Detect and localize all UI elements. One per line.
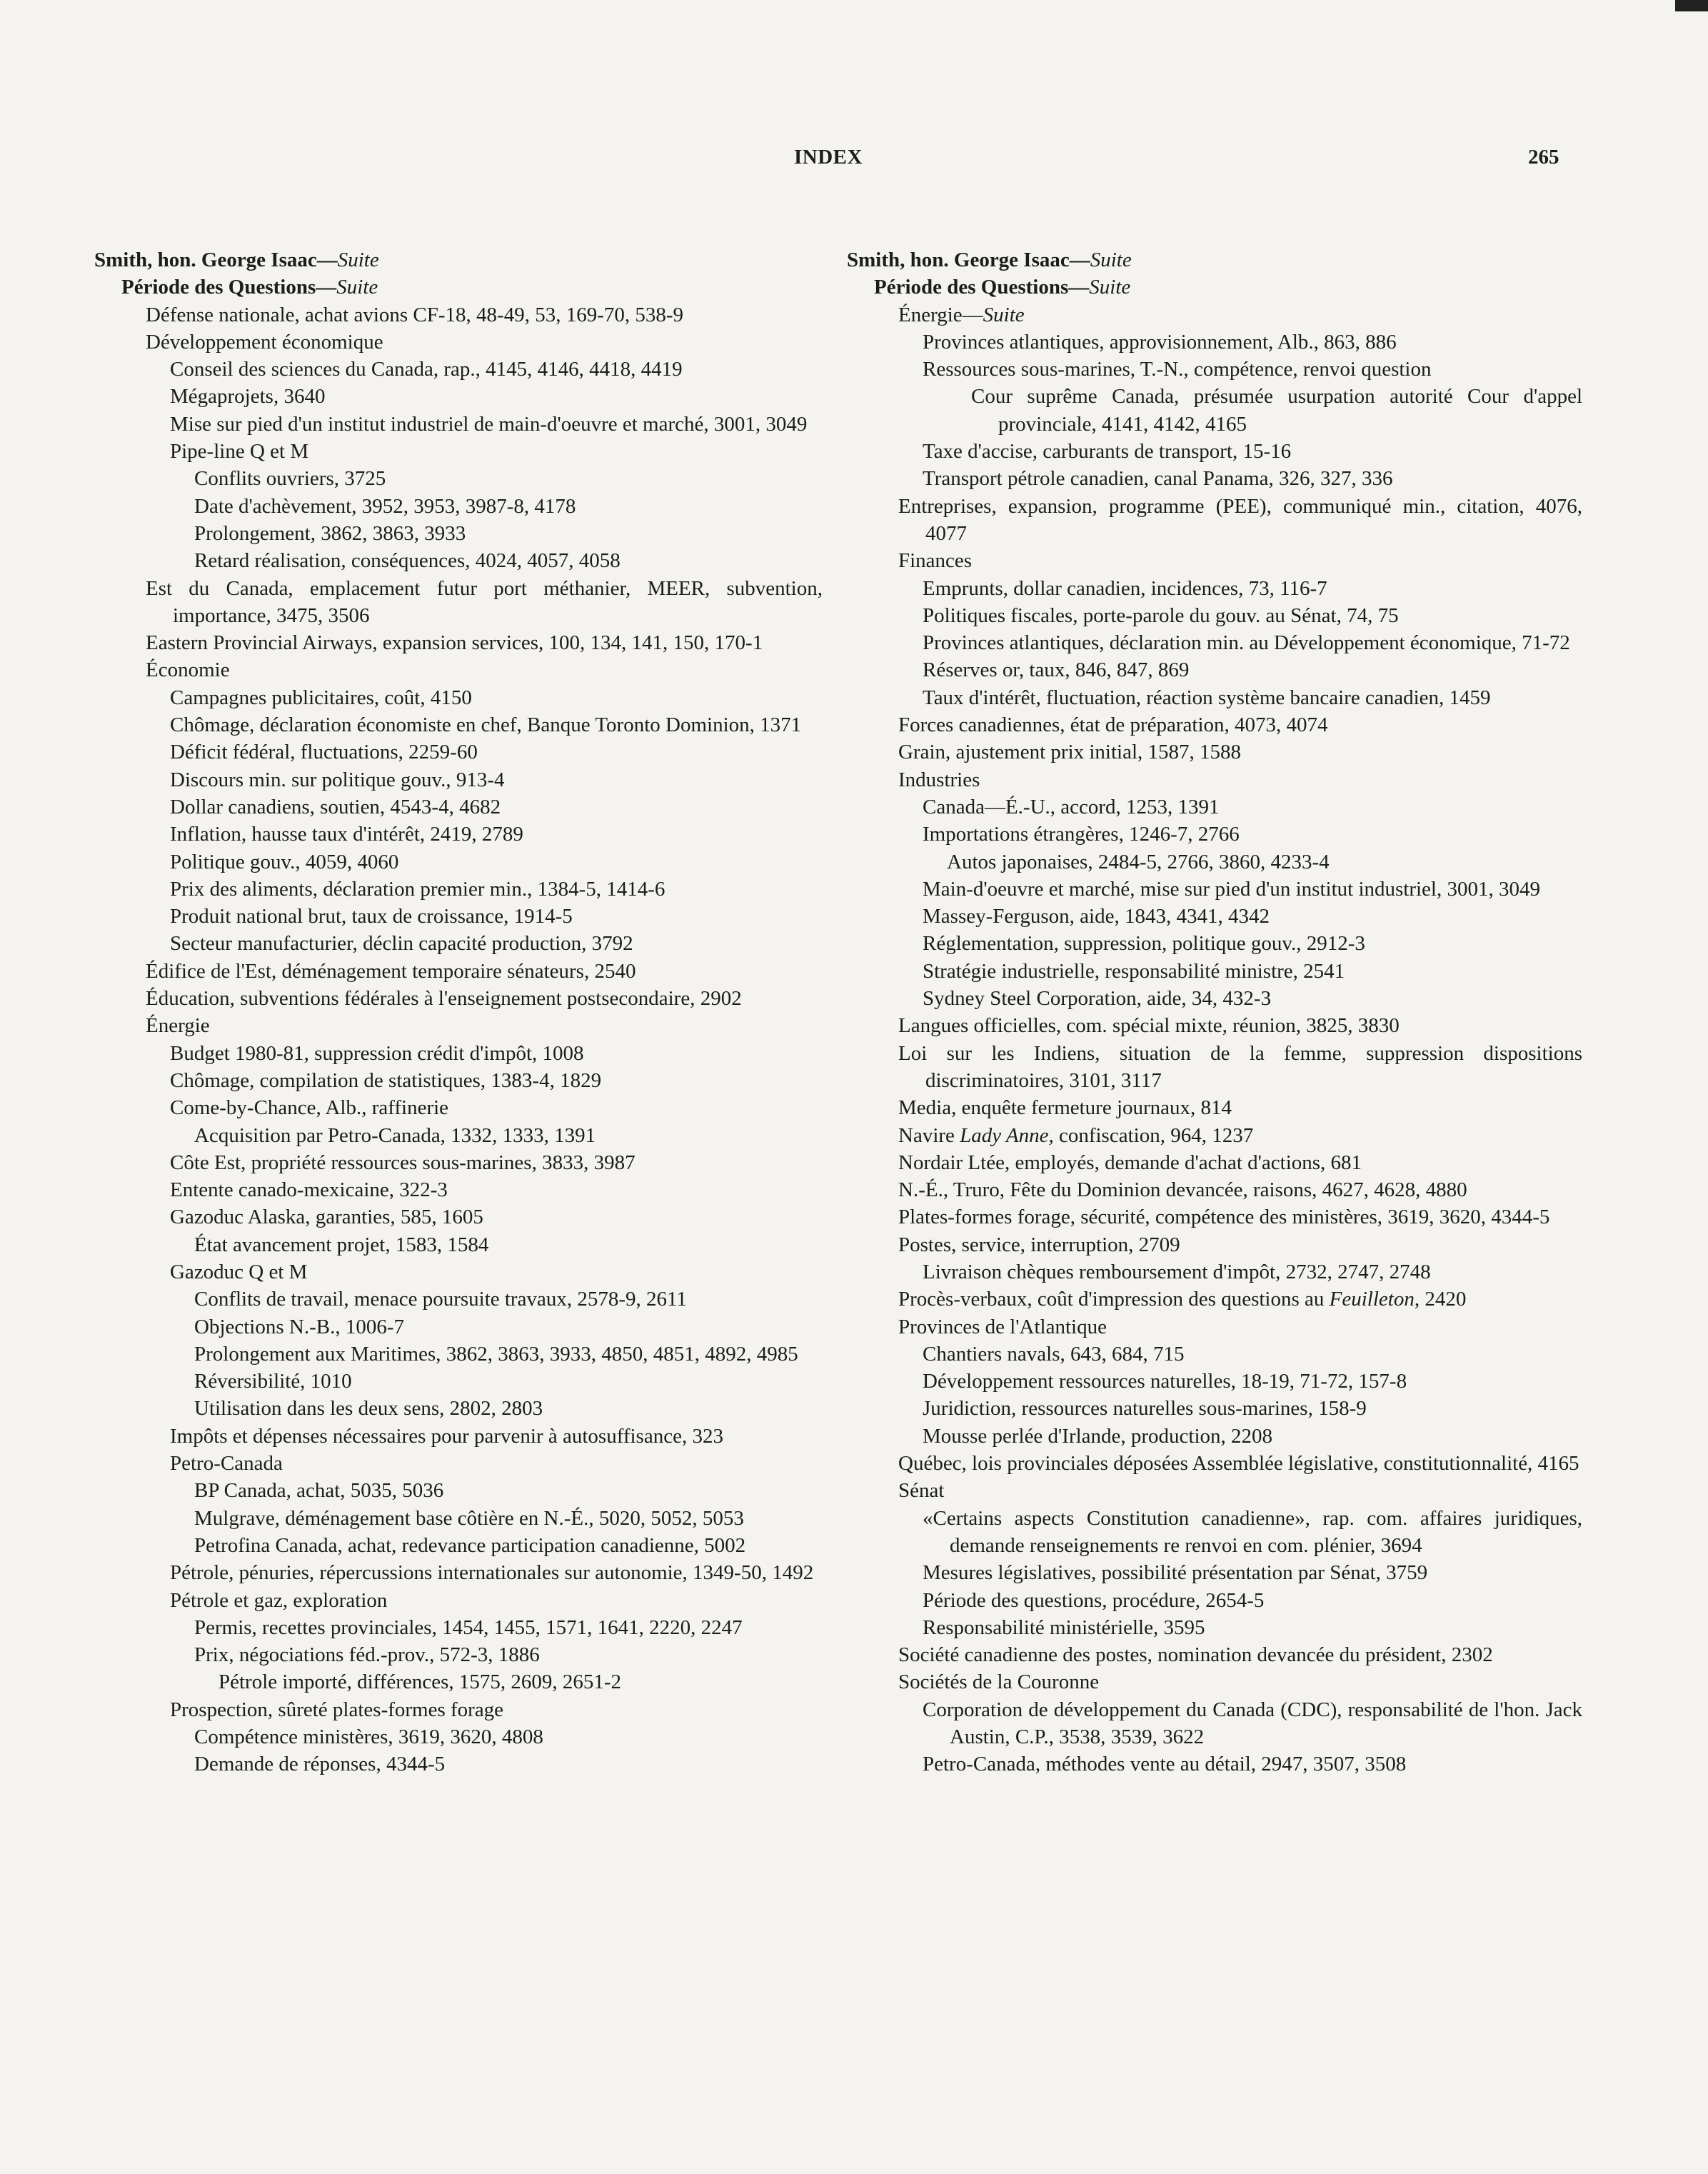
index-entry-text: Langues officielles, com. spécial mixte, réunion, 3825, 3830 — [898, 1014, 1400, 1038]
index-entry — [847, 602, 1582, 629]
index-entry — [847, 1368, 1582, 1395]
index-entry — [847, 848, 1582, 876]
index-entry-text: Postes, service, interruption, 2709 — [898, 1233, 1180, 1256]
index-entry — [94, 411, 823, 438]
index-entry — [847, 356, 1582, 383]
index-entry-text: Déficit fédéral, fluctuations, 2259-60 — [170, 741, 478, 764]
index-entry — [847, 821, 1582, 848]
index-entry-text: Économie — [146, 658, 230, 682]
index-entry-text: Objections N.-B., 1006-7 — [194, 1315, 404, 1338]
index-entry-text: Stratégie industrielle, responsabilité ministre, 2541 — [923, 959, 1345, 983]
index-entry — [847, 1012, 1582, 1039]
index-entry — [94, 1641, 823, 1668]
index-entry-suffix: Suite — [1090, 249, 1132, 271]
index-entry — [94, 547, 823, 574]
index-entry — [94, 1750, 823, 1778]
index-entry — [847, 575, 1582, 602]
index-entry — [94, 958, 823, 985]
index-entry — [94, 1176, 823, 1203]
index-entry-text: Emprunts, dollar canadien, incidences, 73, 116-7 — [923, 576, 1327, 600]
index-entry — [847, 1614, 1582, 1641]
index-entry-suffix: Suite — [337, 249, 379, 271]
index-entry-text: Inflation, hausse taux d'intérêt, 2419, 2789 — [170, 823, 523, 846]
index-entry — [94, 1313, 823, 1341]
index-entry-text: Entente canado-mexicaine, 322-3 — [170, 1178, 448, 1202]
index-entry-text: Réversibilité, 1010 — [194, 1370, 352, 1393]
index-entry-text: Retard réalisation, conséquences, 4024, 4057, 4058 — [194, 549, 621, 573]
index-entry — [847, 493, 1582, 548]
index-entry-text: Ressources sous-marines, T.-N., compétence, renvoi question — [923, 358, 1432, 381]
index-entry-text: Période des Questions— — [121, 276, 337, 299]
index-entry — [94, 903, 823, 930]
index-entry-text: Media, enquête fermeture journaux, 814 — [898, 1096, 1232, 1120]
index-entry — [94, 1559, 823, 1586]
index-entry — [847, 738, 1582, 766]
index-entry-text: Responsabilité ministérielle, 3595 — [923, 1616, 1205, 1639]
index-entry — [94, 1203, 823, 1231]
index-entry-text: Réserves or, taux, 846, 847, 869 — [923, 658, 1190, 682]
index-entry — [94, 246, 823, 274]
index-entry-text: Prolongement aux Maritimes, 3862, 3863, 3933, 4850, 4851, 4892, 4985 — [194, 1342, 798, 1366]
index-entry-text: Mulgrave, déménagement base côtière en N.-É., 5020, 5052, 5053 — [194, 1506, 744, 1530]
index-entry-text: Utilisation dans les deux sens, 2802, 2803 — [194, 1397, 543, 1421]
index-entry-text: Développement ressources naturelles, 18-19, 71-72, 157-8 — [923, 1370, 1407, 1393]
index-entry-text: Édifice de l'Est, déménagement temporaire sénateurs, 2540 — [146, 959, 636, 983]
index-entry — [847, 1094, 1582, 1121]
index-entry-text: Prolongement, 3862, 3863, 3933 — [194, 521, 466, 545]
index-entry — [847, 301, 1582, 329]
index-entry — [94, 684, 823, 711]
index-entry-text: Industries — [898, 768, 980, 791]
index-entry-text: Réglementation, suppression, politique gouv., 2912-3 — [923, 932, 1365, 956]
index-entry-text: Autos japonaises, 2484-5, 2766, 3860, 4233-4 — [947, 850, 1330, 873]
index-entry — [94, 1368, 823, 1395]
index-entry-text: Période des questions, procédure, 2654-5 — [923, 1588, 1265, 1612]
index-entry — [94, 766, 823, 793]
index-entry — [94, 1231, 823, 1258]
index-entry — [847, 985, 1582, 1012]
index-entry-text: Produit national brut, taux de croissance, 1914-5 — [170, 905, 573, 928]
index-entry-text: Massey-Ferguson, aide, 1843, 4341, 4342 — [923, 905, 1270, 928]
index-entry — [94, 301, 823, 329]
index-entry-text: Conflits de travail, menace poursuite travaux, 2578-9, 2611 — [194, 1288, 687, 1311]
index-entry — [94, 1341, 823, 1368]
index-entry — [847, 1668, 1582, 1695]
index-entry-text: Chantiers navals, 643, 684, 715 — [923, 1342, 1185, 1366]
index-entry — [94, 738, 823, 766]
index-entry-italic: Feuilleton, — [1329, 1288, 1420, 1311]
index-entry — [847, 656, 1582, 683]
index-entry-text: BP Canada, achat, 5035, 5036 — [194, 1479, 444, 1503]
index-entry-text: Provinces de l'Atlantique — [898, 1315, 1107, 1338]
index-entry-text: Mesures législatives, possibilité présentation par Sénat, 3759 — [923, 1561, 1428, 1585]
index-entry — [94, 329, 823, 356]
index-entry — [94, 711, 823, 738]
index-entry-text: Forces canadiennes, état de préparation, 4073, 4074 — [898, 713, 1328, 737]
index-entry-text: Impôts et dépenses nécessaires pour parvenir à autosuffisance, 323 — [170, 1424, 723, 1448]
index-entry — [847, 1231, 1582, 1258]
index-entry-text: Smith, hon. George Isaac— — [94, 249, 338, 271]
index-entry — [94, 1614, 823, 1641]
index-entry-text: Provinces atlantiques, approvisionnement, Alb., 863, 886 — [923, 330, 1397, 354]
index-entry-text: Procès-verbaux, coût d'impression des questions au — [898, 1288, 1330, 1311]
index-entry — [847, 1395, 1582, 1422]
index-entry-text: Mousse perlée d'Irlande, production, 2208 — [923, 1424, 1273, 1448]
index-entry — [94, 1587, 823, 1614]
index-entry-text: Petro-Canada, méthodes vente au détail, 2947, 3507, 3508 — [923, 1753, 1407, 1776]
index-entry-text: Développement économique — [146, 330, 383, 354]
index-entry-text: Défense nationale, achat avions CF-18, 48-49, 53, 169-70, 538-9 — [146, 303, 684, 326]
index-entry — [847, 1176, 1582, 1203]
index-column-left — [94, 246, 823, 1778]
index-entry-text: Période des Questions— — [874, 276, 1090, 299]
index-entry — [847, 465, 1582, 492]
index-entry-text: Politique gouv., 4059, 4060 — [170, 850, 399, 873]
index-entry-text: Petrofina Canada, achat, redevance participation canadienne, 5002 — [194, 1533, 746, 1557]
index-entry-text: Provinces atlantiques, déclaration min. au Développement économique, 71-72 — [923, 631, 1570, 655]
index-entry-text: Budget 1980-81, suppression crédit d'impôt, 1008 — [170, 1041, 584, 1065]
index-entry-text: Acquisition par Petro-Canada, 1332, 1333, 1391 — [194, 1123, 596, 1147]
index-entry-text: État avancement projet, 1583, 1584 — [194, 1233, 489, 1256]
index-entry — [94, 1532, 823, 1559]
index-entry — [94, 1723, 823, 1750]
index-entry — [94, 930, 823, 957]
index-entry — [94, 1040, 823, 1067]
index-entry-text: Éducation, subventions fédérales à l'enseignement postsecondaire, 2902 — [146, 987, 742, 1011]
index-entry — [94, 1477, 823, 1504]
index-entry — [847, 1122, 1582, 1149]
index-entry — [847, 903, 1582, 930]
index-entry-text: Livraison chèques remboursement d'impôt, 2732, 2747, 2748 — [923, 1260, 1431, 1283]
index-entry-text-after: 2420 — [1420, 1288, 1467, 1311]
index-entry — [94, 274, 823, 301]
index-entry-text: Juridiction, ressources naturelles sous-marines, 158-9 — [923, 1397, 1367, 1421]
index-entry-text: Québec, lois provinciales déposées Assemblée législative, constitutionnalité, 4165 — [898, 1452, 1579, 1476]
index-entry — [847, 1696, 1582, 1751]
index-entry-text: Chômage, déclaration économiste en chef, Banque Toronto Dominion, 1371 — [170, 713, 802, 737]
index-entry — [847, 329, 1582, 356]
index-entry-text: Taux d'intérêt, fluctuation, réaction système bancaire canadien, 1459 — [923, 686, 1491, 709]
index-entry-text: Taxe d'accise, carburants de transport, 15-16 — [923, 440, 1292, 464]
index-entry — [847, 1258, 1582, 1286]
index-entry — [94, 821, 823, 848]
index-entry-text: Date d'achèvement, 3952, 3953, 3987-8, 4178 — [194, 494, 576, 518]
index-entry — [94, 1286, 823, 1313]
index-entry — [94, 383, 823, 410]
index-entry-text: Prospection, sûreté plates-formes forage — [170, 1698, 504, 1721]
index-entry-text: Petro-Canada — [170, 1452, 283, 1476]
index-entry-text: Chômage, compilation de statistiques, 1383-4, 1829 — [170, 1068, 602, 1092]
index-entry-text: Sénat — [898, 1479, 945, 1503]
index-entry-text: Énergie— — [898, 303, 983, 326]
index-entry — [847, 438, 1582, 465]
index-entry — [94, 1258, 823, 1286]
index-entry-text: Pétrole et gaz, exploration — [170, 1588, 388, 1612]
index-entry-text: Prix des aliments, déclaration premier min., 1384-5, 1414-6 — [170, 877, 665, 901]
index-entry — [94, 656, 823, 683]
index-entry — [847, 1313, 1582, 1341]
index-entry — [847, 876, 1582, 903]
index-entry-text: Discours min. sur politique gouv., 913-4 — [170, 768, 505, 791]
index-entry — [847, 1559, 1582, 1586]
index-entry — [847, 1477, 1582, 1504]
index-entry-text: Dollar canadiens, soutien, 4543-4, 4682 — [170, 795, 501, 818]
index-entry — [94, 1122, 823, 1149]
index-entry — [847, 1341, 1582, 1368]
index-entry — [94, 1668, 823, 1695]
index-entry — [94, 356, 823, 383]
index-entry-text: Smith, hon. George Isaac— — [847, 249, 1090, 271]
index-entry-text: Est du Canada, emplacement futur port méthanier, MEER, subvention, importance, 3475, 3506 — [146, 576, 823, 627]
index-entry — [847, 1203, 1582, 1231]
index-entry-text: Côte Est, propriété ressources sous-marines, 3833, 3987 — [170, 1151, 636, 1174]
index-entry-text: Conflits ouvriers, 3725 — [194, 467, 386, 491]
index-entry — [847, 383, 1582, 438]
index-entry-text: Navire — [898, 1123, 960, 1147]
index-entry — [94, 520, 823, 547]
index-entry — [847, 711, 1582, 738]
index-entry-text: Canada—É.-U., accord, 1253, 1391 — [923, 795, 1220, 818]
index-entry — [94, 1696, 823, 1723]
index-entry — [94, 793, 823, 821]
page-number: 265 — [1528, 146, 1559, 169]
index-entry-text: Loi sur les Indiens, situation de la femme, suppression dispositions discriminatoires, 3101, 3117 — [898, 1041, 1582, 1092]
index-entry-text: Pipe-line Q et M — [170, 440, 309, 464]
index-entry — [847, 793, 1582, 821]
index-entry — [847, 1149, 1582, 1176]
index-entry-text: Conseil des sciences du Canada, rap., 4145, 4146, 4418, 4419 — [170, 358, 683, 381]
index-entry-text: Demande de réponses, 4344-5 — [194, 1753, 446, 1776]
index-entry-text: Mise sur pied d'un institut industriel de main-d'oeuvre et marché, 3001, 3049 — [170, 412, 808, 436]
index-entry — [94, 465, 823, 492]
index-entry-text: N.-É., Truro, Fête du Dominion devancée, raisons, 4627, 4628, 4880 — [898, 1178, 1467, 1202]
index-entry-text: Finances — [898, 549, 973, 573]
page-edge-mark — [1675, 0, 1708, 11]
index-entry-text: Grain, ajustement prix initial, 1587, 1588 — [898, 741, 1242, 764]
index-entry — [847, 1450, 1582, 1477]
index-entry-text: Eastern Provincial Airways, expansion services, 100, 134, 141, 150, 170-1 — [146, 631, 763, 655]
index-entry — [94, 985, 823, 1012]
index-column-right — [847, 246, 1582, 1778]
index-entry-text-after: confiscation, 964, 1237 — [1053, 1123, 1254, 1147]
index-entry — [94, 438, 823, 465]
index-entry — [847, 1423, 1582, 1450]
running-head: INDEX — [794, 146, 863, 169]
index-entry-text: Sociétés de la Couronne — [898, 1670, 1100, 1694]
index-entry-text: Cour suprême Canada, présumée usurpation autorité Cour d'appel provinciale, 4141, 4142, 4165 — [971, 385, 1582, 436]
index-entry — [847, 1641, 1582, 1668]
index-entry-text: Permis, recettes provinciales, 1454, 1455, 1571, 1641, 2220, 2247 — [194, 1616, 743, 1639]
index-entry — [847, 547, 1582, 574]
index-entry — [94, 876, 823, 903]
index-entry-text: Pétrole importé, différences, 1575, 2609, 2651-2 — [218, 1670, 622, 1694]
index-entry-suffix: Suite — [336, 276, 378, 299]
index-entry — [94, 1149, 823, 1176]
index-entry — [94, 629, 823, 656]
index-entry-text: Nordair Ltée, employés, demande d'achat d'actions, 681 — [898, 1151, 1362, 1174]
index-entry — [94, 1012, 823, 1039]
index-entry-text: Politiques fiscales, porte-parole du gouv. au Sénat, 74, 75 — [923, 603, 1399, 627]
index-entry-text: Corporation de développement du Canada (CDC), responsabilité de l'hon. Jack Austin, C.P., 3538, 3539, 3622 — [923, 1698, 1582, 1749]
index-entry-text: «Certains aspects Constitution canadienne», rap. com. affaires juridiques, demande renseignements re renvoi en com. plénier, 3694 — [923, 1506, 1582, 1557]
index-entry-text: Main-d'oeuvre et marché, mise sur pied d'un institut industriel, 3001, 3049 — [923, 877, 1540, 901]
index-entry-text: Gazoduc Q et M — [170, 1260, 308, 1283]
index-entry-text: Secteur manufacturier, déclin capacité production, 3792 — [170, 932, 633, 956]
index-entry — [847, 1750, 1582, 1778]
index-entry-text: Pétrole, pénuries, répercussions internationales sur autonomie, 1349-50, 1492 — [170, 1561, 814, 1585]
index-entry — [847, 930, 1582, 957]
index-entry — [94, 848, 823, 876]
index-entry-text: Transport pétrole canadien, canal Panama, 326, 327, 336 — [923, 467, 1393, 491]
index-entry — [847, 274, 1582, 301]
page-header — [0, 146, 1708, 174]
index-entry — [94, 1067, 823, 1094]
index-entry — [94, 1505, 823, 1532]
index-entry — [94, 1094, 823, 1121]
index-entry — [847, 1040, 1582, 1095]
index-entry-text: Compétence ministères, 3619, 3620, 4808 — [194, 1725, 543, 1749]
index-entry-text: Come-by-Chance, Alb., raffinerie — [170, 1096, 449, 1120]
index-entry-text: Campagnes publicitaires, coût, 4150 — [170, 686, 472, 709]
index-entry-text: Gazoduc Alaska, garanties, 585, 1605 — [170, 1206, 483, 1229]
index-entry — [94, 1450, 823, 1477]
index-entry — [94, 575, 823, 630]
index-entry — [847, 766, 1582, 793]
index-entry-italic: Lady Anne, — [960, 1123, 1054, 1147]
index-entry-text: Société canadienne des postes, nomination devancée du président, 2302 — [898, 1643, 1493, 1667]
index-entry-text: Énergie — [146, 1014, 210, 1038]
index-entry — [847, 1286, 1582, 1313]
index-entry-text: Prix, négociations féd.-prov., 572-3, 1886 — [194, 1643, 540, 1667]
index-entry — [847, 629, 1582, 656]
index-entry — [847, 1505, 1582, 1560]
index-entry-text: Importations étrangères, 1246-7, 2766 — [923, 823, 1240, 846]
index-entry — [847, 246, 1582, 274]
index-entry — [94, 1423, 823, 1450]
index-entry — [847, 958, 1582, 985]
index-entry — [847, 684, 1582, 711]
index-entry-text: Plates-formes forage, sécurité, compétence des ministères, 3619, 3620, 4344-5 — [898, 1206, 1550, 1229]
index-entry — [847, 1587, 1582, 1614]
index-entry-text: Mégaprojets, 3640 — [170, 385, 326, 409]
index-entry — [94, 493, 823, 520]
index-entry — [94, 1395, 823, 1422]
index-entry-suffix: Suite — [983, 303, 1025, 326]
index-entry-suffix: Suite — [1089, 276, 1131, 299]
index-entry-text: Sydney Steel Corporation, aide, 34, 432-3 — [923, 987, 1272, 1011]
index-entry-text: Entreprises, expansion, programme (PEE), communiqué min., citation, 4076, 4077 — [898, 494, 1582, 545]
